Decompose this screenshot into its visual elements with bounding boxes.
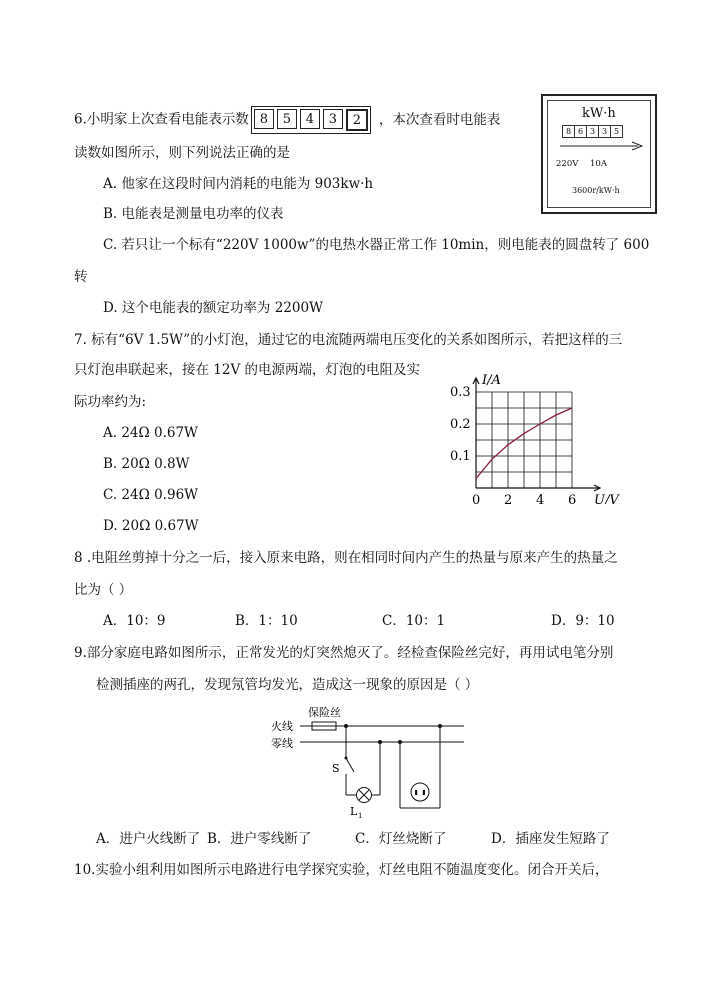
q9-option-a: A．进户火线断了 xyxy=(96,831,201,847)
q9-option-d: D．插座发生短路了 xyxy=(491,831,610,847)
q6-stem-line2: 读数如图所示，则下列说法正确的是 xyxy=(74,145,290,161)
q6-option-d: D. 这个电能表的额定功率为 2200W xyxy=(103,300,323,316)
meter-constant: 3600r/kW·h xyxy=(572,186,620,195)
q7-stem-line1: 7. 标有“6V 1.5W”的小灯泡，通过它的电流随两端电压变化的关系如图所示，若把这样的三 xyxy=(74,332,623,348)
reading-digit-decimal: 2 xyxy=(346,109,368,131)
previous-meter-reading xyxy=(251,106,371,134)
fuse-label: 保险丝 xyxy=(308,706,341,719)
q9-stem-line2: 检测插座的两孔，发现氖管均发光，造成这一现象的原因是（ ） xyxy=(96,677,479,693)
q7-option-d: D. 20Ω 0.67W xyxy=(103,518,199,534)
meter-digit: 3 xyxy=(598,125,611,138)
live-wire-label: 火线 xyxy=(271,720,293,733)
meter-digit: 8 xyxy=(562,125,575,138)
x-axis-label: U/V xyxy=(594,493,619,504)
q9-stem-line1: 9.部分家庭电路如图所示，正常发光的灯突然熄灭了。经检查保险丝完好，再用试电笔分别 xyxy=(74,645,614,661)
meter-current: 10A xyxy=(590,159,607,169)
q8-option-a: A．10：9 xyxy=(103,613,166,629)
q8-stem-line2: 比为（ ） xyxy=(74,582,133,598)
electric-meter-figure xyxy=(541,94,657,214)
meter-unit: kW·h xyxy=(582,106,616,121)
q6-suffix: ，本次查看时电能表 xyxy=(378,111,501,128)
q6-option-b: B. 电能表是测量电功率的仪表 xyxy=(103,206,284,222)
meter-voltage: 220V xyxy=(556,159,579,169)
iu-chart xyxy=(448,362,638,504)
q10-stem-line1: 10.实验小组利用如图所示电路进行电学探究实验，灯丝电阻不随温度变化。闭合开关后， xyxy=(74,862,609,878)
reading-digit: 3 xyxy=(323,109,343,129)
meter-panel xyxy=(547,100,651,208)
x-tick-label: 0 xyxy=(472,493,481,504)
meter-digit: 3 xyxy=(586,125,599,138)
meter-digit: 6 xyxy=(574,125,587,138)
x-tick-label: 2 xyxy=(504,493,513,504)
q7-option-c: C. 24Ω 0.96W xyxy=(103,487,199,503)
meter-digits xyxy=(562,125,622,138)
switch-s-icon xyxy=(346,758,354,772)
chart-grid xyxy=(476,392,572,488)
q7-stem-line3: 际功率约为: xyxy=(74,394,147,410)
x-tick-label: 4 xyxy=(536,493,545,504)
neutral-wire-label: 零线 xyxy=(271,737,293,750)
q8-option-c: C．10：1 xyxy=(382,613,446,629)
household-circuit-diagram xyxy=(268,702,468,820)
reading-digit: 5 xyxy=(277,109,297,129)
q8-option-b: B．1：10 xyxy=(235,613,298,629)
y-tick-label: 0.3 xyxy=(450,385,471,400)
q6-option-c: C. 若只让一个标有“220V 1000w”的电热水器正常工作 10min，则电能表的圆盘转了 600 xyxy=(103,237,650,253)
x-tick-label: 6 xyxy=(568,493,577,504)
q8-stem-line1: 8 .电阻丝剪掉十分之一后，接入原来电路，则在相同时间内产生的热量与原来产生的热量之 xyxy=(74,550,618,566)
q8-option-d: D．9：10 xyxy=(551,613,615,629)
q7-option-a: A. 24Ω 0.67W xyxy=(103,425,198,441)
y-tick-label: 0.2 xyxy=(450,417,471,432)
q6-prefix: 6.小明家上次查看电能表示数 xyxy=(74,111,249,128)
q7-option-b: B. 20Ω 0.8W xyxy=(103,456,190,472)
q9-option-c: C．灯丝烧断了 xyxy=(355,831,447,847)
lamp-label-subscript: 1 xyxy=(358,812,363,820)
reading-digit: 8 xyxy=(254,109,274,129)
q6-option-a: A. 他家在这段时间内消耗的电能为 903kw·h xyxy=(103,176,374,192)
y-tick-label: 0.1 xyxy=(450,449,471,464)
q7-stem-line2: 只灯泡串联起来，接在 12V 的电源两端，灯泡的电阻及实 xyxy=(74,362,421,378)
socket-icon xyxy=(411,783,429,801)
q6-stem-line1 xyxy=(74,106,500,134)
chart-ticks xyxy=(450,385,576,504)
reading-digit: 4 xyxy=(300,109,320,129)
y-axis-label: I/A xyxy=(482,373,501,388)
meter-disc-arrow xyxy=(556,139,646,153)
meter-digit: 5 xyxy=(610,125,623,138)
q6-option-c-cont: 转 xyxy=(74,269,88,285)
switch-label: S xyxy=(332,762,340,775)
q9-option-b: B．进户零线断了 xyxy=(207,831,312,847)
lamp-label: L xyxy=(350,805,358,818)
